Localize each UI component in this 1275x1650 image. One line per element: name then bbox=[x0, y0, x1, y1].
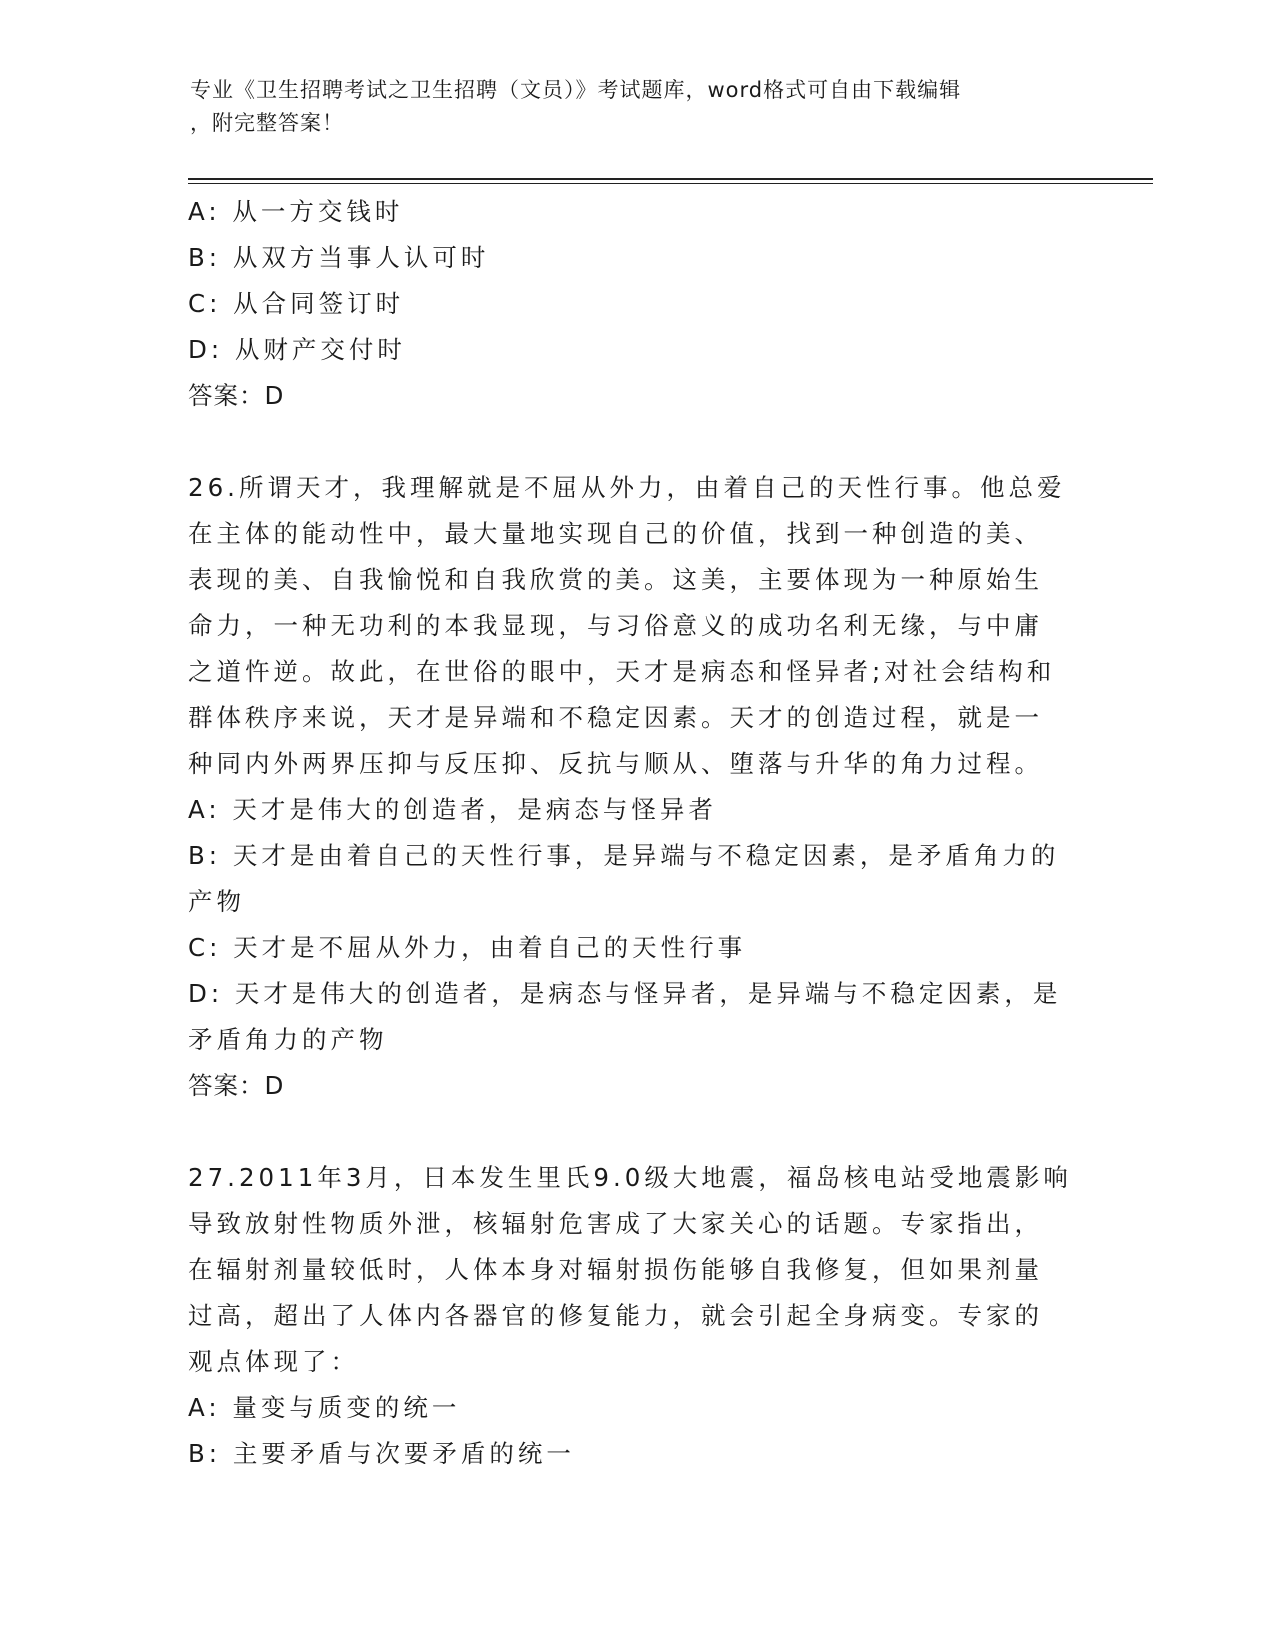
question-stem-line: 种同内外两界压抑与反压抑、反抗与顺从、堕落与升华的角力过程。 bbox=[188, 749, 1043, 778]
option-a: A: 天才是伟大的创造者，是病态与怪异者 bbox=[188, 795, 717, 824]
question-27 bbox=[188, 1155, 1088, 1477]
header-divider-thick bbox=[188, 178, 1153, 180]
question-stem-line: 27.2011年3月，日本发生里氏9.0级大地震，福岛核电站受地震影响 bbox=[188, 1163, 1072, 1192]
option-a: A: 量变与质变的统一 bbox=[188, 1393, 461, 1422]
option-d: D: 天才是伟大的创造者，是病态与怪异者，是异端与不稳定因素，是 bbox=[188, 979, 1062, 1008]
option-c: C: 从合同签订时 bbox=[188, 289, 405, 318]
question-stem-line: 之道忤逆。故此，在世俗的眼中，天才是病态和怪异者;对社会结构和 bbox=[188, 657, 1056, 686]
answer: 答案：D bbox=[188, 1071, 285, 1100]
question-26 bbox=[188, 465, 1088, 1109]
option-d: D: 从财产交付时 bbox=[188, 335, 406, 364]
question-stem-line: 在主体的能动性中，最大量地实现自己的价值，找到一种创造的美、 bbox=[188, 519, 1043, 548]
option-b: B: 从双方当事人认可时 bbox=[188, 243, 490, 272]
option-b: B: 主要矛盾与次要矛盾的统一 bbox=[188, 1439, 575, 1468]
question-stem-line: 命力，一种无功利的本我显现，与习俗意义的成功名利无缘，与中庸 bbox=[188, 611, 1043, 640]
spacer bbox=[188, 1109, 1088, 1155]
question-stem-line: 导致放射性物质外泄，核辐射危害成了大家关心的话题。专家指出， bbox=[188, 1209, 1043, 1238]
option-b: B: 天才是由着自己的天性行事，是异端与不稳定因素，是矛盾角力的 bbox=[188, 841, 1060, 870]
question-stem-line: 群体秩序来说，天才是异端和不稳定因素。天才的创造过程，就是一 bbox=[188, 703, 1043, 732]
header-line-2: ，附完整答案！ bbox=[190, 111, 344, 135]
question-stem-line: 表现的美、自我愉悦和自我欣赏的美。这美，主要体现为一种原始生 bbox=[188, 565, 1043, 594]
option-d-continued: 矛盾角力的产物 bbox=[188, 1025, 388, 1054]
question-stem-line: 过高，超出了人体内各器官的修复能力，就会引起全身病变。专家的 bbox=[188, 1301, 1043, 1330]
question-25 bbox=[188, 189, 1088, 419]
option-b-continued: 产物 bbox=[188, 887, 245, 916]
spacer bbox=[188, 419, 1088, 465]
option-c: C: 天才是不屈从外力，由着自己的天性行事 bbox=[188, 933, 747, 962]
document-header bbox=[190, 74, 1090, 140]
document-body bbox=[188, 189, 1088, 1477]
header-divider-thin bbox=[188, 183, 1153, 184]
answer: 答案：D bbox=[188, 381, 285, 410]
question-stem-line: 26.所谓天才，我理解就是不屈从外力，由着自己的天性行事。他总爱 bbox=[188, 473, 1066, 502]
option-a: A: 从一方交钱时 bbox=[188, 197, 404, 226]
header-line-1: 专业《卫生招聘考试之卫生招聘（文员）》考试题库，word格式可自由下载编辑 bbox=[190, 78, 962, 102]
question-stem-line: 观点体现了： bbox=[188, 1347, 359, 1376]
question-stem-line: 在辐射剂量较低时，人体本身对辐射损伤能够自我修复，但如果剂量 bbox=[188, 1255, 1043, 1284]
